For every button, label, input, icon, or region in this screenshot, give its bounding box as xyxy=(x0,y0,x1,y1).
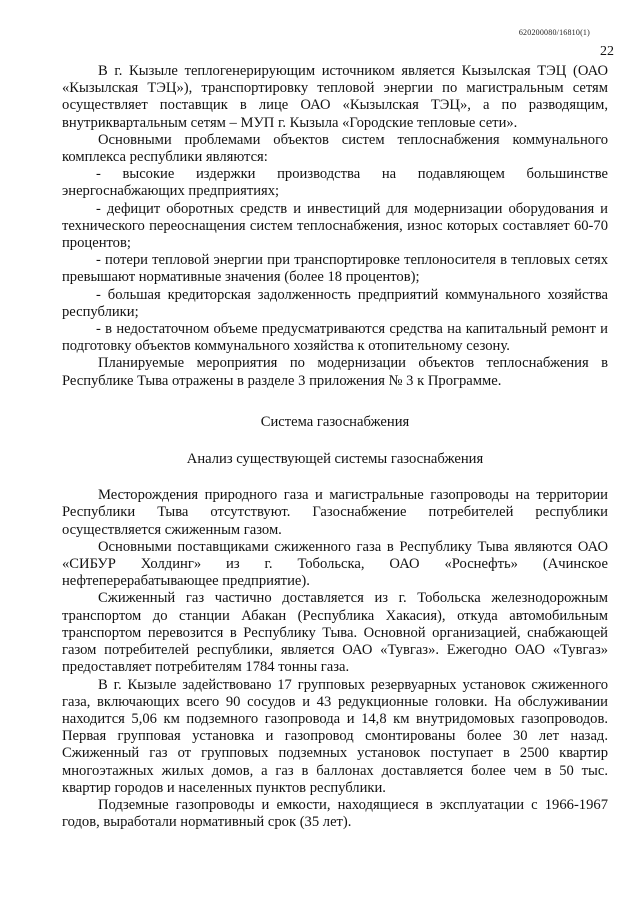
document-code: 620200080/16810(1) xyxy=(518,28,590,37)
document-body xyxy=(62,63,608,831)
section-title: Система газоснабжения xyxy=(260,413,410,430)
paragraph: Подземные газопроводы и емкости, находящиеся в эксплуатации с 1966-1967 годов, выработали нормативный срок (35 лет). xyxy=(62,796,608,831)
paragraph: Основными поставщиками сжиженного газа в Республику Тыва являются ОАО «СИБУР Холдинг» из г. Тобольска, ОАО «Роснефть» (Ачинское нефтеперерабатывающее предприятие). xyxy=(62,538,608,590)
paragraph: Основными проблемами объектов систем теплоснабжения коммунального комплекса республики являются: xyxy=(62,131,608,166)
paragraph: Планируемые мероприятия по модернизации объектов теплоснабжения в Республике Тыва отражены в разделе 3 приложения № 3 к Программе. xyxy=(62,355,608,389)
list-item: - в недостаточном объеме предусматриваются средства на капитальный ремонт и подготовку объектов коммунального хозяйства к отопительному сезону. xyxy=(62,321,608,355)
paragraph: Сжиженный газ частично доставляется из г. Тобольска железнодорожным транспортом до станции Абакан (Республика Хакасия), откуда автомобильным транспортом перевозится в Республику Тыва. Основной организацией, снабжающей газом потребителей республики, является ОАО «Тувгаз». Ежегодно ОАО «Тувгаз» предоставляет потребителям 1784 тонны газа. xyxy=(62,590,608,676)
list-item: - большая кредиторская задолженность предприятий коммунального хозяйства республики; xyxy=(62,286,608,320)
list-item: - высокие издержки производства на подавляющем большинстве энергоснабжающих предприятиях; xyxy=(62,166,608,200)
paragraph: В г. Кызыле теплогенерирующим источником является Кызылская ТЭЦ (ОАО «Кызылская ТЭЦ»), транспортировку тепловой энергии по магистральным сетям осуществляет поставщик в лице ОАО «Кызылская ТЭЦ», а по разводящим, внутриквартальным сетям – МУП г. Кызыла «Городские тепловые сети». xyxy=(62,63,608,131)
paragraph: В г. Кызыле задействовано 17 групповых резервуарных установок сжиженного газа, включающих всего 90 сосудов и 43 редукционные головки. На обслуживании находится 5,06 км подземного газопровода и 14,8 км внутридомовых газопроводов. Первая групповая установка и газопровод смонтированы более 30 лет назад. Сжиженный газ от групповых подземных установок поступает в 2500 квартир многоэтажных жилых домов, а газ в баллонах доставляется более чем в 50 тыс. квартир городов и населенных пунктов республики. xyxy=(62,676,608,796)
paragraph: Месторождения природного газа и магистральные газопроводы на территории Республики Тыва отсутствуют. Газоснабжение потребителей республики осуществляется сжиженным газом. xyxy=(62,487,608,538)
list-item: - дефицит оборотных средств и инвестиций для модернизации оборудования и технического переоснащения систем теплоснабжения, износ которых составляет 60-70 процентов; xyxy=(62,200,608,252)
subsection-title: Анализ существующей системы газоснабжения xyxy=(186,451,484,468)
list-item: - потери тепловой энергии при транспортировке теплоносителя в тепловых сетях превышают нормативные значения (более 18 процентов); xyxy=(62,252,608,286)
page-number: 22 xyxy=(600,44,614,59)
